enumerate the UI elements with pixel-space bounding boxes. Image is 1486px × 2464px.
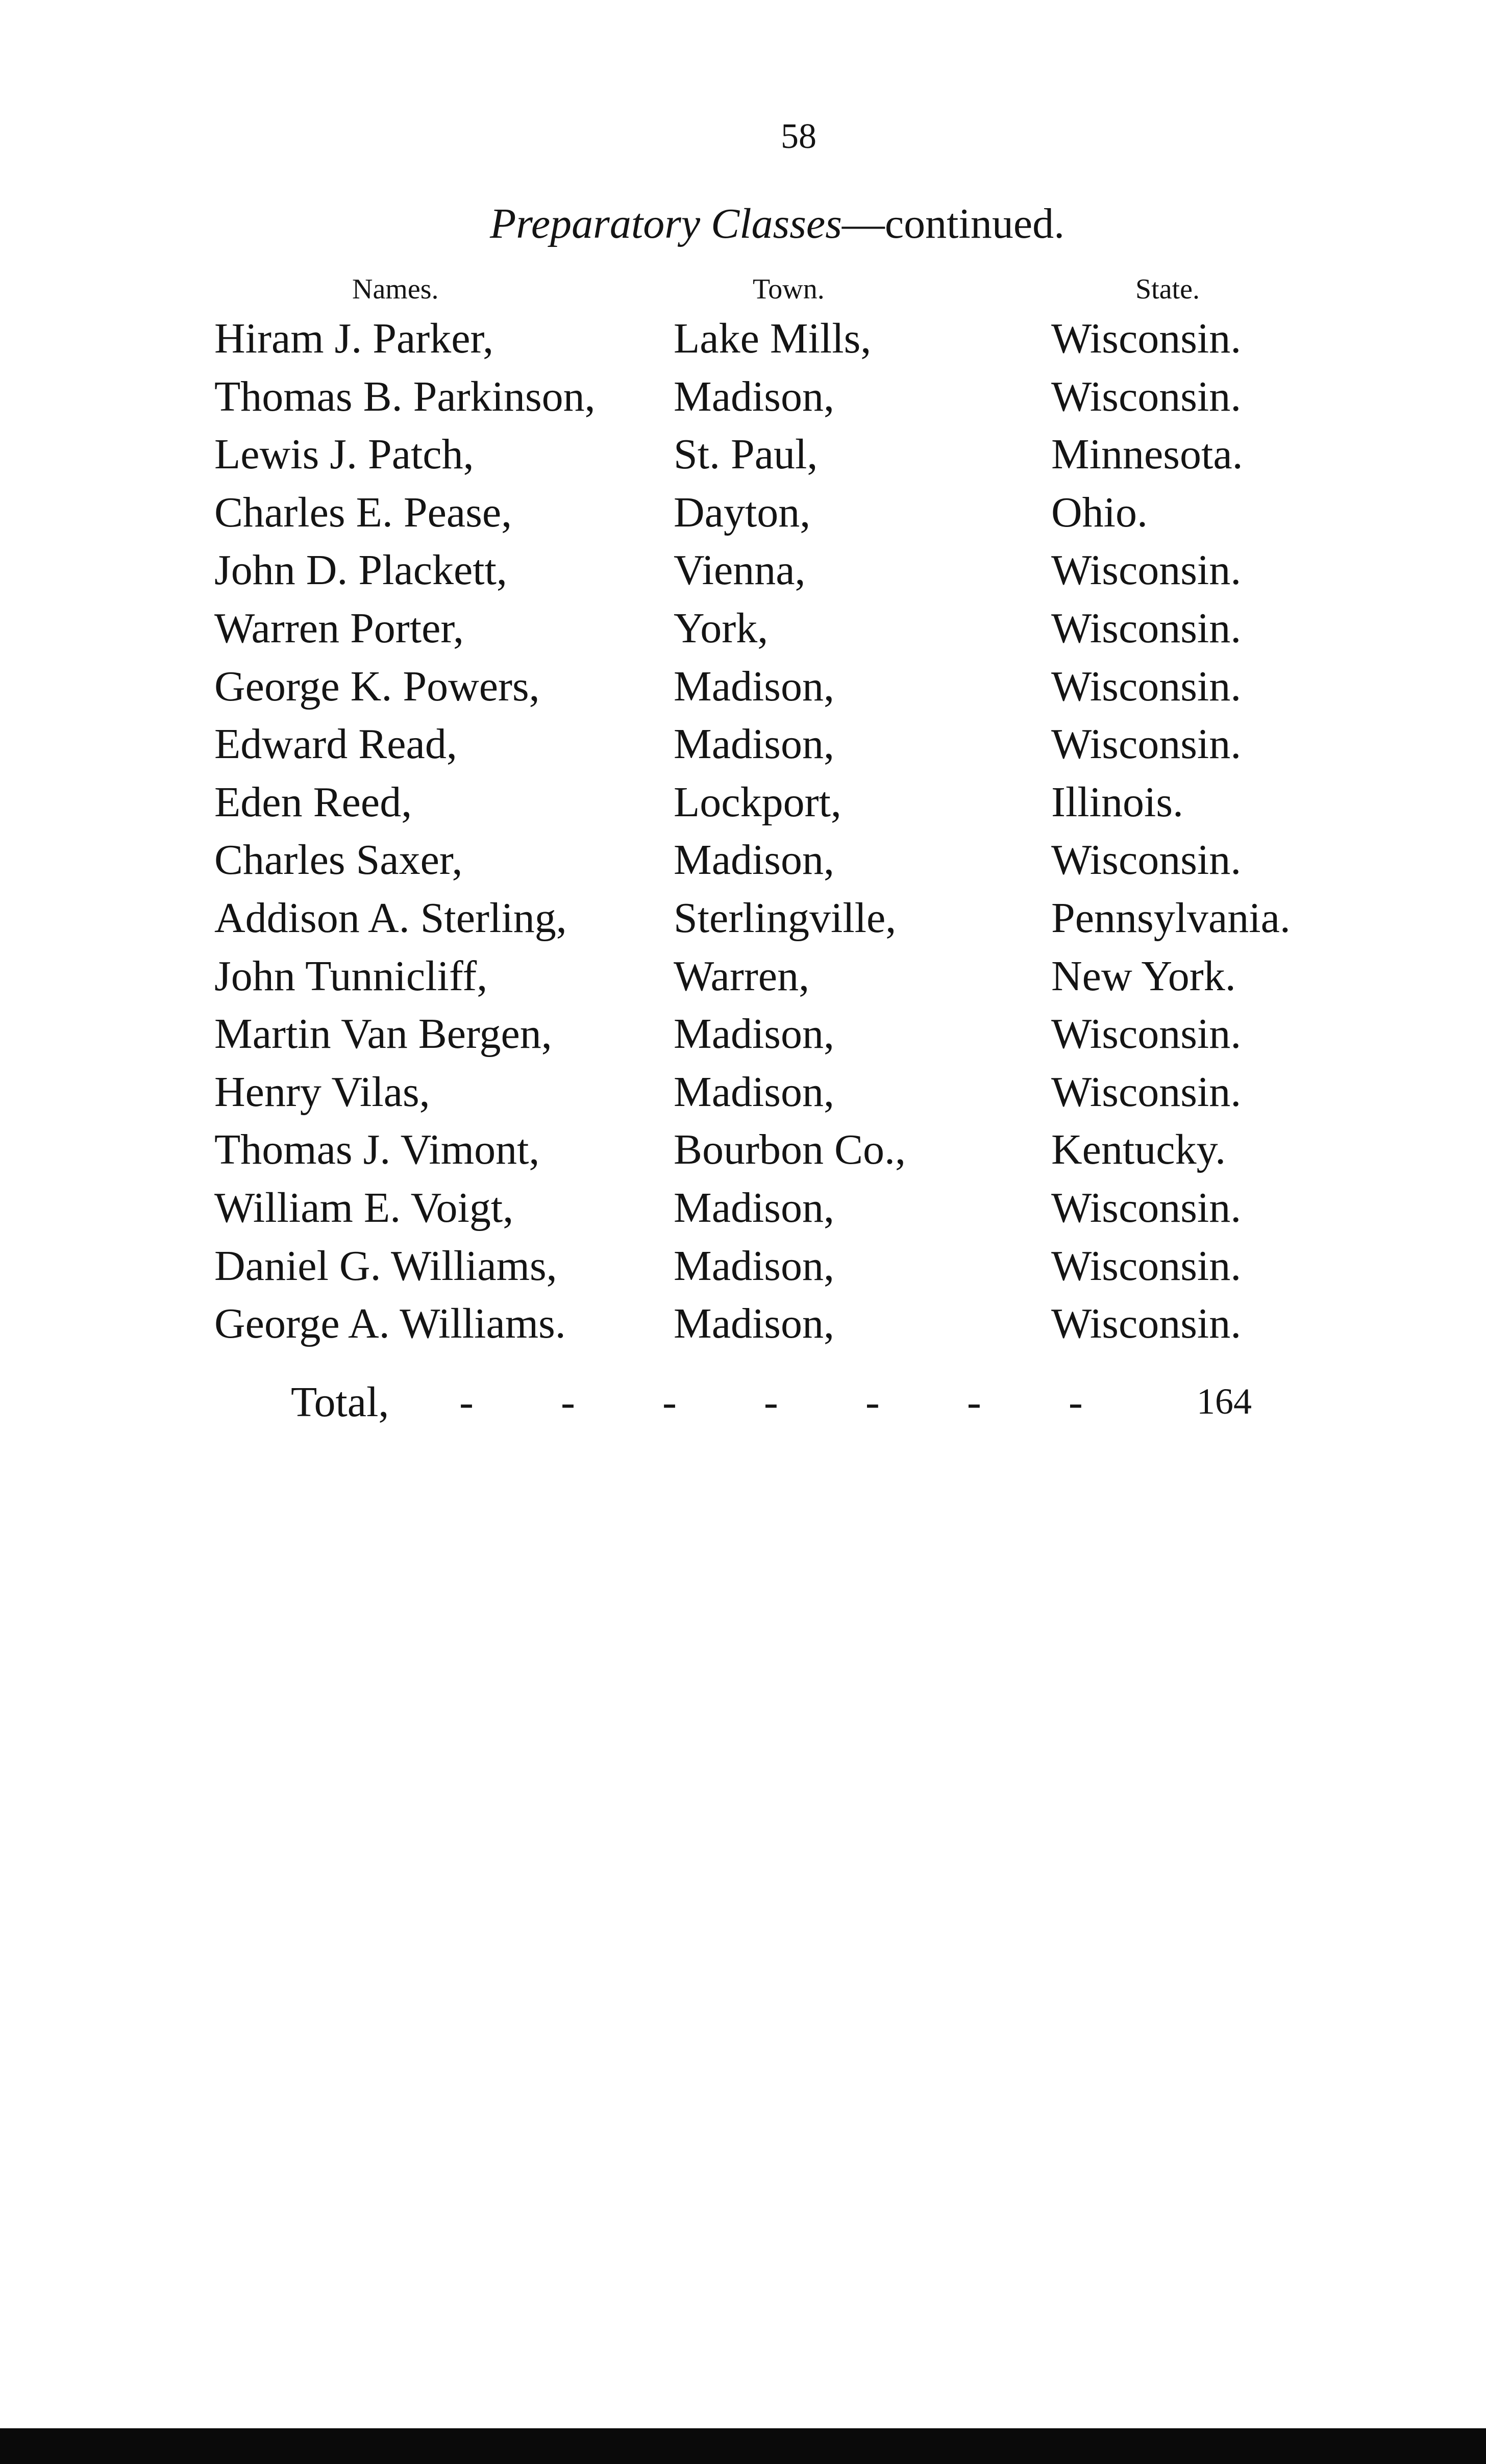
total-line <box>0 1377 1486 1428</box>
student-name: William E. Voigt, <box>214 1184 514 1231</box>
heading-continued: —continued. <box>841 200 1065 247</box>
table-row <box>0 488 1486 546</box>
student-state: Wisconsin. <box>1051 662 1242 710</box>
student-name: John D. Plackett, <box>214 546 507 594</box>
student-name: George A. Williams. <box>214 1300 566 1348</box>
student-town: Sterlingville, <box>674 894 897 942</box>
student-state: Wisconsin. <box>1051 546 1242 594</box>
student-name: Lewis J. Patch, <box>214 431 474 479</box>
student-state: Wisconsin. <box>1051 372 1242 420</box>
student-town: Madison, <box>674 720 834 768</box>
total-value: 164 <box>1197 1381 1252 1422</box>
table-row <box>0 372 1486 430</box>
student-state: Illinois. <box>1051 778 1184 826</box>
student-state: Ohio. <box>1051 488 1148 536</box>
student-state: Wisconsin. <box>1051 836 1242 884</box>
student-name: Charles E. Pease, <box>214 488 512 536</box>
table-row <box>0 430 1486 488</box>
page-number: 58 <box>781 117 816 156</box>
scan-edge-bar <box>0 2428 1486 2464</box>
table-row <box>0 545 1486 604</box>
table-row <box>0 893 1486 951</box>
column-header-state: State. <box>1135 273 1200 305</box>
student-name: Daniel G. Williams, <box>214 1242 557 1290</box>
student-town: St. Paul, <box>674 431 818 479</box>
student-name: George K. Powers, <box>214 662 540 710</box>
student-town: Madison, <box>674 372 834 420</box>
student-state: Wisconsin. <box>1051 604 1242 652</box>
student-town: Bourbon Co., <box>674 1126 906 1174</box>
student-town: York, <box>674 604 769 652</box>
student-name: Thomas J. Vimont, <box>214 1126 540 1174</box>
student-name: Addison A. Sterling, <box>214 894 567 942</box>
student-name: Martin Van Bergen, <box>214 1010 552 1058</box>
student-state: Wisconsin. <box>1051 1068 1242 1116</box>
table-row <box>0 1009 1486 1067</box>
student-town: Warren, <box>674 952 810 1000</box>
table-row <box>0 1067 1486 1125</box>
student-list <box>0 314 1486 1357</box>
column-header-names: Names. <box>352 273 439 305</box>
student-town: Madison, <box>674 1010 834 1058</box>
student-state: Wisconsin. <box>1051 1184 1242 1231</box>
table-row <box>0 604 1486 662</box>
student-name: Eden Reed, <box>214 778 412 826</box>
student-town: Lockport, <box>674 778 841 826</box>
student-state: Wisconsin. <box>1051 315 1242 362</box>
table-row <box>0 314 1486 372</box>
student-town: Madison, <box>674 1300 834 1348</box>
page-heading <box>490 199 1064 248</box>
student-town: Vienna, <box>674 546 806 594</box>
student-state: Kentucky. <box>1051 1126 1226 1174</box>
table-row <box>0 1125 1486 1183</box>
student-town: Madison, <box>674 1068 834 1116</box>
student-town: Madison, <box>674 836 834 884</box>
student-name: Warren Porter, <box>214 604 464 652</box>
table-row <box>0 1183 1486 1241</box>
student-town: Madison, <box>674 662 834 710</box>
student-state: Wisconsin. <box>1051 1010 1242 1058</box>
table-row <box>0 1299 1486 1357</box>
table-row <box>0 777 1486 836</box>
table-row <box>0 662 1486 720</box>
student-name: Hiram J. Parker, <box>214 315 494 362</box>
student-state: Wisconsin. <box>1051 1242 1242 1290</box>
student-name: Henry Vilas, <box>214 1068 430 1116</box>
student-town: Dayton, <box>674 488 811 536</box>
heading-italic: Preparatory Classes <box>490 200 842 247</box>
student-state: Wisconsin. <box>1051 720 1242 768</box>
table-row <box>0 719 1486 777</box>
student-state: Minnesota. <box>1051 431 1243 479</box>
student-town: Madison, <box>674 1242 834 1290</box>
table-row <box>0 951 1486 1010</box>
table-row <box>0 1241 1486 1299</box>
column-header-town: Town. <box>753 273 825 305</box>
student-state: Pennsylvania. <box>1051 894 1291 942</box>
total-leader-dashes: - - - - - - - <box>459 1378 1083 1426</box>
table-row <box>0 835 1486 893</box>
student-town: Lake Mills, <box>674 315 872 362</box>
student-name: Thomas B. Parkinson, <box>214 372 596 420</box>
student-town: Madison, <box>674 1184 834 1231</box>
student-state: Wisconsin. <box>1051 1300 1242 1348</box>
total-label: Total, <box>291 1378 389 1426</box>
student-name: John Tunnicliff, <box>214 952 488 1000</box>
student-name: Edward Read, <box>214 720 457 768</box>
student-name: Charles Saxer, <box>214 836 463 884</box>
student-state: New York. <box>1051 952 1236 1000</box>
